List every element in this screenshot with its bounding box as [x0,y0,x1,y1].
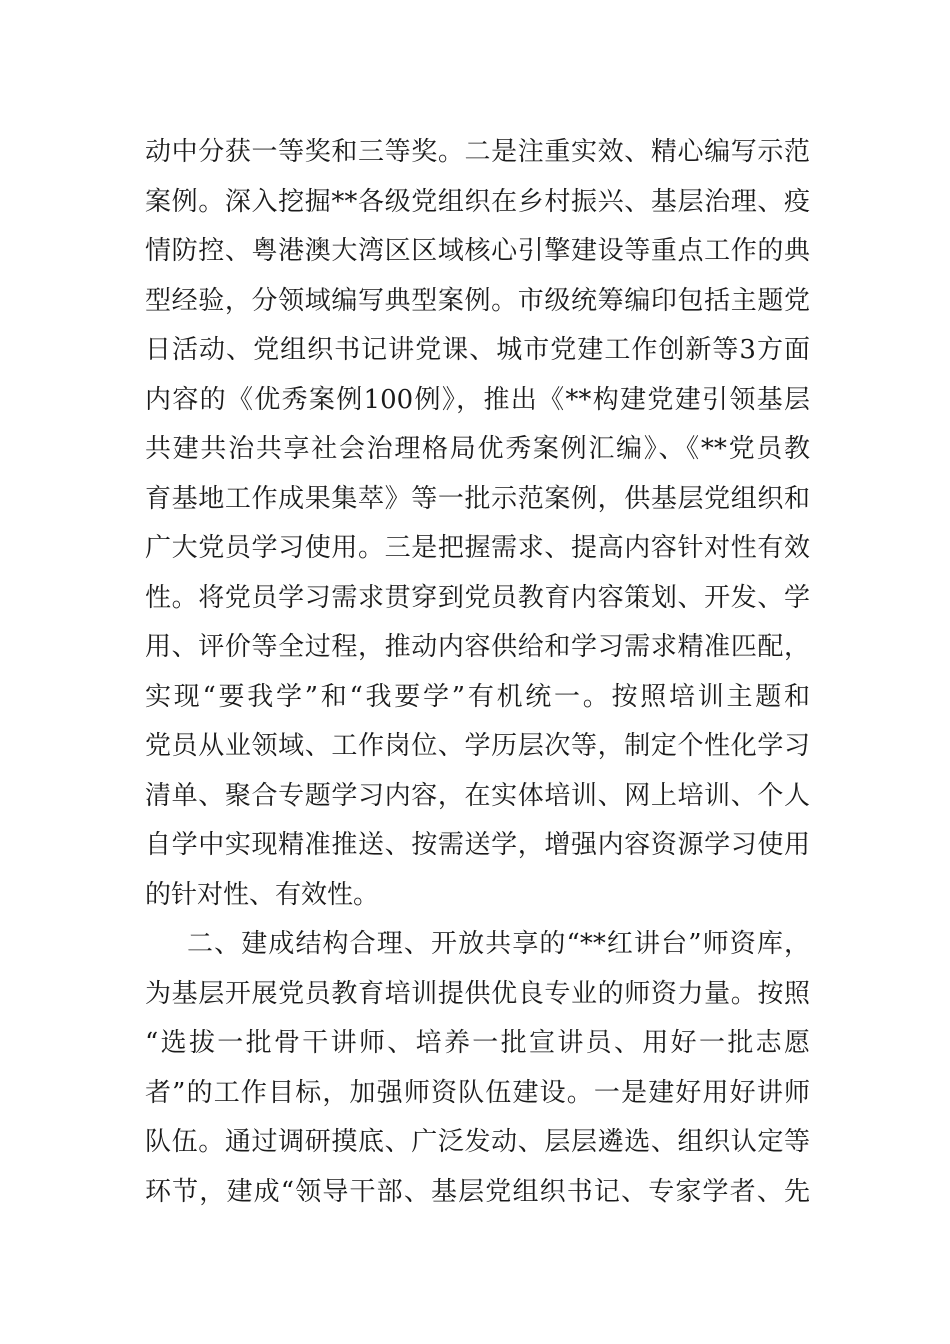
text-line: 实现“要我学”和“我要学”有机统一。按照培训主题和 [145,681,810,712]
text-line: 动中分获一等奖和三等奖。二是注重实效、精心编写示范 [145,137,810,167]
text-line: 日活动、党组织书记讲党课、城市党建工作创新等3方面 [145,335,810,365]
text-line: 内容的《优秀案例100例》，推出《**构建党建引领基层 [145,384,810,415]
text-line: 广大党员学习使用。三是把握需求、提高内容针对性有效 [145,533,810,563]
text-line: 者”的工作目标，加强师资队伍建设。一是建好用好讲师 [145,1077,810,1108]
body-text [145,128,810,1217]
text-line: 育基地工作成果集萃》等一批示范案例，供基层党组织和 [145,483,810,514]
text-line: 用、评价等全过程，推动内容供给和学习需求精准匹配， [145,632,810,662]
section-heading-line: 二、建成结构合理、开放共享的“**红讲台”师资库， [187,929,810,959]
text-line: 党员从业领域、工作岗位、学历层次等，制定个性化学习 [145,731,810,761]
text-line: “选拔一批骨干讲师、培养一批宣讲员、用好一批志愿 [145,1028,810,1058]
text-line: 环节，建成“领导干部、基层党组织书记、专家学者、先 [145,1176,810,1207]
text-line: 自学中实现精准推送、按需送学，增强内容资源学习使用 [145,830,810,860]
text-line: 清单、聚合专题学习内容，在实体培训、网上培训、个人 [145,780,810,811]
text-line: 为基层开展党员教育培训提供优良专业的师资力量。按照 [145,978,810,1009]
text-line: 性。将党员学习需求贯穿到党员教育内容策划、开发、学 [145,582,810,613]
text-line: 的针对性、有效性。 [145,879,380,910]
text-line: 队伍。通过调研摸底、广泛发动、层层遴选、组织认定等 [145,1127,810,1157]
text-line: 共建共治共享社会治理格局优秀案例汇编》、《**党员教 [145,434,810,464]
text-line: 案例。深入挖掘**各级党组织在乡村振兴、基层治理、疫 [145,186,810,217]
text-line: 情防控、粤港澳大湾区区域核心引擎建设等重点工作的典 [145,236,810,266]
text-line: 型经验，分领域编写典型案例。市级统筹编印包括主题党 [145,285,810,316]
